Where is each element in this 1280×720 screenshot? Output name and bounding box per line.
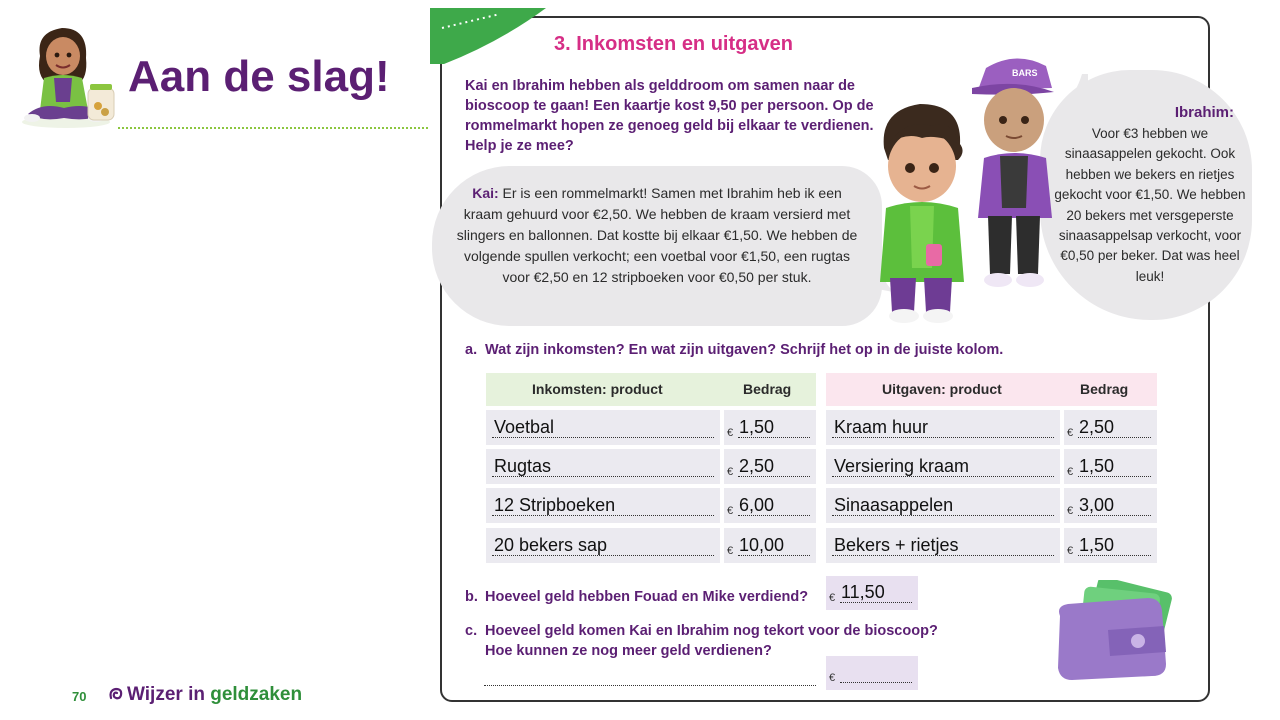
expense-product-value: Bekers + rietjes	[834, 535, 959, 555]
answer-dotted-line	[840, 682, 912, 683]
euro-sign: €	[727, 427, 734, 439]
income-product-cell[interactable]	[486, 410, 720, 445]
question-b	[465, 589, 808, 605]
cap-logo-text: BARS	[1012, 68, 1038, 78]
kai-speech-text	[452, 183, 862, 288]
income-product-value: Rugtas	[494, 456, 552, 476]
euro-sign: €	[1067, 545, 1074, 557]
euro-sign: €	[727, 545, 734, 557]
answer-dotted-line	[492, 555, 714, 556]
answer-dotted-line	[1078, 555, 1151, 556]
income-amount-cell[interactable]	[724, 410, 816, 445]
answer-dotted-line	[492, 437, 714, 438]
brand-logo	[108, 684, 302, 706]
expense-product-value: Kraam huur	[834, 417, 929, 437]
income-amount-value: 6,00	[739, 495, 775, 515]
question-c-text-1: Hoeveel geld komen Kai en Ibrahim nog tekort voor de bioscoop?	[485, 623, 938, 639]
answer-dotted-line	[492, 515, 714, 516]
brand-swirl-icon	[108, 686, 124, 702]
answer-dotted-line	[832, 476, 1054, 477]
expense-amount-value: 1,50	[1079, 456, 1115, 476]
answer-dotted-line	[738, 476, 810, 477]
answer-dotted-line	[1078, 476, 1151, 477]
income-amount-cell[interactable]	[724, 449, 816, 484]
brand-name-part2: geldzaken	[210, 684, 303, 705]
question-b-text: Hoeveel geld hebben Fouad en Mike verdiend?	[485, 589, 809, 605]
kai-name: Kai:	[472, 185, 499, 201]
kai-message: Er is een rommelmarkt! Samen met Ibrahim heb ik een kraam gehuurd voor €2,50. We hebben de kraam versierd met slingers en ballonnen. Dat kostte bij elkaar €1,50. We hebben de volgende spullen verkocht; een voetbal voor €1,50, een rugtas voor €2,50 en 12 stripboeken voor €0,50 per stuk.	[456, 185, 858, 285]
answer-dotted-line	[1078, 437, 1151, 438]
question-a-number: a.	[465, 342, 478, 358]
question-c-answer-cell[interactable]	[826, 656, 918, 690]
answer-dotted-line	[1078, 515, 1151, 516]
expense-product-cell[interactable]	[826, 410, 1060, 445]
answer-dotted-line	[492, 476, 714, 477]
answer-dotted-line	[832, 515, 1054, 516]
expense-product-value: Sinaasappelen	[834, 495, 954, 515]
answer-dotted-line	[832, 437, 1054, 438]
income-amount-value: 10,00	[739, 535, 785, 555]
answer-dotted-line	[832, 555, 1054, 556]
euro-sign: €	[1067, 505, 1074, 517]
expense-product-cell[interactable]	[826, 449, 1060, 484]
question-c-answer-line[interactable]	[484, 685, 816, 686]
expense-product-header: Uitgaven: product	[882, 381, 1002, 397]
kai-and-ibrahim-illustration	[866, 48, 1062, 328]
expense-amount-value: 1,50	[1079, 535, 1115, 555]
expense-product-cell[interactable]	[826, 488, 1060, 523]
question-a-text: Wat zijn inkomsten? En wat zijn uitgaven? Schrijf het op in de juiste kolom.	[485, 342, 1004, 358]
income-amount-cell[interactable]	[724, 528, 816, 563]
green-corner-tab	[430, 8, 546, 64]
title-divider	[118, 127, 428, 129]
page-number: 70	[72, 689, 87, 704]
expense-amount-cell[interactable]	[1064, 528, 1157, 563]
question-c-number: c.	[465, 623, 478, 639]
expense-product-value: Versiering kraam	[834, 456, 970, 476]
euro-sign: €	[727, 505, 734, 517]
expense-product-cell[interactable]	[826, 528, 1060, 563]
expense-amount-cell[interactable]	[1064, 449, 1157, 484]
income-product-cell[interactable]	[486, 528, 720, 563]
euro-sign: €	[1067, 466, 1074, 478]
wallet-illustration	[1052, 580, 1180, 684]
exercise-intro: Kai en Ibrahim hebben als gelddroom om samen naar de bioscoop te gaan! Een kaartje kost 9,50 per persoon. Op de rommelmarkt hopen ze genoeg geld bij elkaar te verdienen. Help je ze mee?	[465, 78, 874, 154]
euro-sign: €	[1067, 427, 1074, 439]
expense-amount-value: 3,00	[1079, 495, 1115, 515]
question-c-line1	[465, 623, 938, 639]
exercise-title: 3. Inkomsten en uitgaven	[554, 33, 793, 55]
question-a	[465, 342, 1003, 358]
income-amount-value: 1,50	[739, 417, 775, 437]
question-b-number: b.	[465, 589, 478, 605]
question-b-answer: 11,50	[841, 582, 885, 602]
expense-amount-cell[interactable]	[1064, 488, 1157, 523]
income-amount-cell[interactable]	[724, 488, 816, 523]
income-amount-header: Bedrag	[743, 381, 792, 397]
answer-dotted-line	[840, 602, 912, 603]
ibrahim-message: Voor €3 hebben we sinaasappelen gekocht. Ook hebben we bekers en rietjes gekocht voor €1,50. We hebben 20 bekers met versgeperste sinaasappelsap verkocht, voor €0,50 per beker. Dat was heel leuk!	[1054, 126, 1246, 284]
answer-dotted-line	[738, 555, 810, 556]
answer-dotted-line	[738, 437, 810, 438]
income-amount-value: 2,50	[739, 456, 775, 476]
brand-name-part1: Wijzer in	[127, 684, 205, 705]
euro-sign: €	[829, 592, 836, 604]
expense-amount-value: 2,50	[1079, 417, 1115, 437]
euro-sign: €	[829, 672, 836, 684]
income-product-header: Inkomsten: product	[532, 381, 663, 397]
expense-amount-cell[interactable]	[1064, 410, 1157, 445]
question-c-text-2: Hoe kunnen ze nog meer geld verdienen?	[485, 643, 772, 659]
income-product-cell[interactable]	[486, 488, 720, 523]
slide-title: Aan de slag!	[128, 52, 390, 101]
girl-mascot-illustration	[18, 18, 118, 130]
expense-amount-header: Bedrag	[1080, 381, 1129, 397]
question-b-answer-cell[interactable]	[826, 576, 918, 610]
income-product-cell[interactable]	[486, 449, 720, 484]
income-product-value: 20 bekers sap	[494, 535, 608, 555]
euro-sign: €	[727, 466, 734, 478]
income-product-value: 12 Stripboeken	[494, 495, 616, 515]
answer-dotted-line	[738, 515, 810, 516]
ibrahim-name: Ibrahim:	[1174, 104, 1234, 121]
income-product-value: Voetbal	[494, 417, 555, 437]
